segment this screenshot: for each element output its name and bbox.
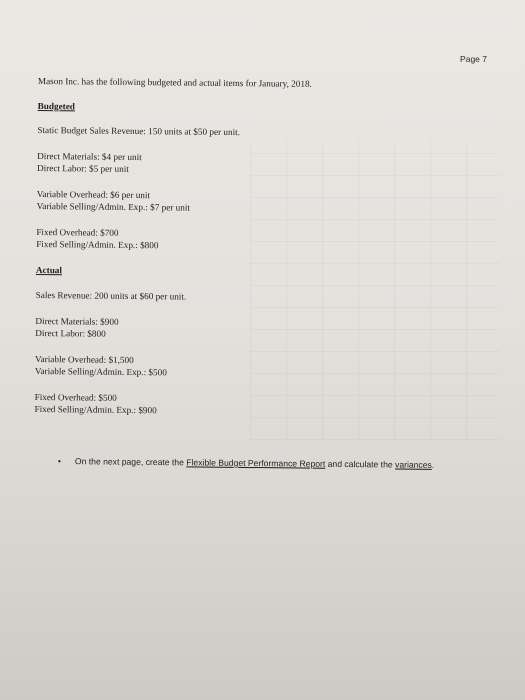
budgeted-variable-selling: Variable Selling/Admin. Exp.: $7 per unit	[36, 200, 191, 213]
bullet-icon: •	[57, 456, 62, 467]
budgeted-heading: Budgeted	[37, 100, 76, 111]
page-number: Page 7	[460, 54, 487, 64]
budgeted-fixed-overhead: Fixed Overhead: $700	[36, 226, 119, 238]
actual-sales-revenue: Sales Revenue: 200 units at $60 per unit.	[35, 289, 187, 302]
actual-variable-overhead: Variable Overhead: $1,500	[34, 353, 134, 365]
instruction-suffix: .	[431, 459, 435, 470]
budgeted-variable-overhead: Variable Overhead: $6 per unit	[36, 188, 151, 200]
actual-direct-materials: Direct Materials: $900	[35, 315, 119, 327]
intro-text: Mason Inc. has the following budgeted and actual items for January, 2018.	[37, 75, 312, 89]
document-body	[34, 75, 498, 420]
actual-fixed-overhead: Fixed Overhead: $500	[34, 391, 117, 403]
actual-fixed-selling: Fixed Selling/Admin. Exp.: $900	[34, 403, 157, 416]
instruction-middle: and calculate the	[325, 458, 396, 470]
variances-link-text: variances	[395, 459, 432, 470]
actual-direct-labor: Direct Labor: $800	[35, 327, 106, 339]
budgeted-direct-labor: Direct Labor: $5 per unit	[36, 162, 129, 174]
instruction-prefix: On the next page, create the	[74, 456, 187, 468]
budgeted-static-revenue: Static Budget Sales Revenue: 150 units at $50 per unit.	[37, 124, 241, 138]
actual-heading: Actual	[35, 264, 63, 275]
budgeted-fixed-selling: Fixed Selling/Admin. Exp.: $800	[36, 238, 159, 251]
instruction-bullet-item	[58, 456, 434, 470]
budgeted-direct-materials: Direct Materials: $4 per unit	[37, 150, 142, 162]
actual-variable-selling: Variable Selling/Admin. Exp.: $500	[34, 365, 167, 378]
report-link-text: Flexible Budget Performance Report	[186, 457, 326, 469]
